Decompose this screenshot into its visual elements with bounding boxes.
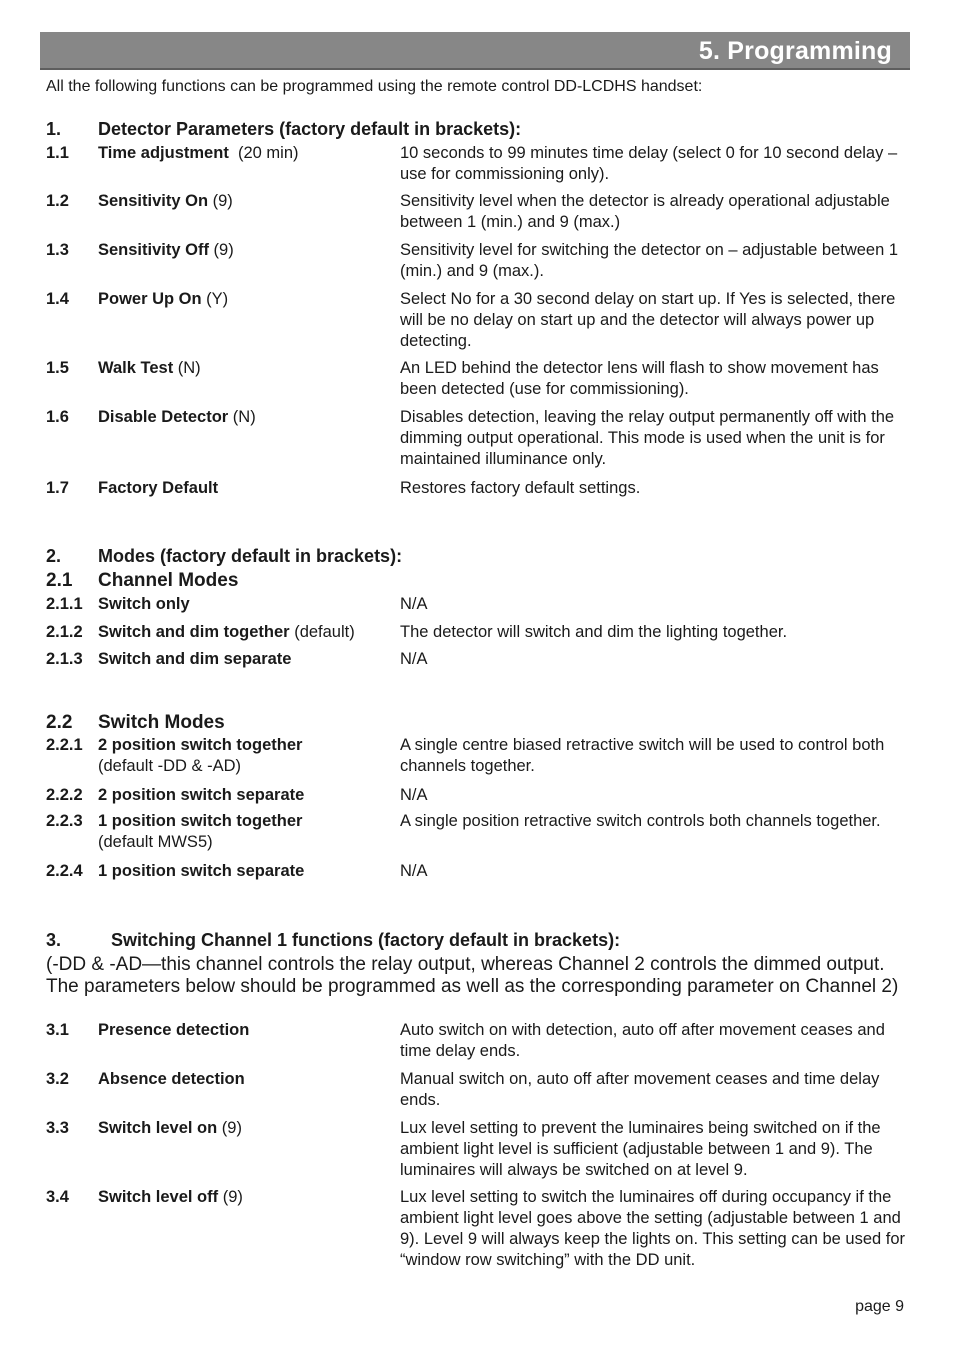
item-number: 1.4	[46, 290, 69, 308]
item-label: Factory Default	[98, 479, 219, 497]
item-label: Sensitivity On (9)	[98, 192, 233, 210]
item-number: 3.2	[46, 1070, 69, 1088]
item-description: Lux level setting to prevent the luminaires being switched on if the ambient light level is sufficient (adjustable between 1 and 9). The luminaires will always be switched on at level 9.	[400, 1119, 881, 1179]
item-label: Presence detection	[98, 1021, 250, 1039]
item-number: 1.5	[46, 359, 69, 377]
item-label: Disable Detector (N)	[98, 408, 256, 426]
section1-number: 1.	[46, 119, 62, 139]
subsection-number: 2.1	[46, 570, 73, 591]
item-number: 1.7	[46, 479, 69, 497]
item-label: 2 position switch separate	[98, 786, 305, 804]
item-description: N/A	[400, 786, 428, 804]
item-description: The detector will switch and dim the lighting together.	[400, 623, 788, 641]
item-number: 1.1	[46, 144, 69, 162]
item-number: 3.4	[46, 1188, 69, 1206]
section2-title: Modes (factory default in brackets):	[98, 546, 403, 566]
item-label: 1 position switch together (default MWS5)	[98, 812, 303, 851]
section3-number: 3.	[46, 930, 62, 950]
item-label: Absence detection	[98, 1070, 245, 1088]
item-description: Sensitivity level for switching the detector on – adjustable between 1 (min.) and 9 (max.).	[400, 241, 899, 280]
item-description: Select No for a 30 second delay on start up. If Yes is selected, there will be no delay on start up and the detector will always power up detecting.	[400, 290, 896, 350]
item-label: 1 position switch separate	[98, 862, 305, 880]
item-label: 2 position switch together (default -DD & -AD)	[98, 736, 303, 775]
section3-title: Switching Channel 1 functions (factory default in brackets):	[111, 930, 621, 950]
item-description: Disables detection, leaving the relay output permanently off with the dimming output operational. This mode is used when the unit is for maintained illuminance only.	[400, 408, 895, 468]
item-number: 2.2.2	[46, 786, 83, 804]
subsection-title: Switch Modes	[98, 712, 225, 733]
item-number: 2.1.3	[46, 650, 83, 668]
item-label: Time adjustment (20 min)	[98, 144, 299, 162]
section-header-bar	[40, 32, 910, 70]
item-description: A single position retractive switch controls both channels together.	[400, 812, 881, 830]
item-description: N/A	[400, 595, 428, 613]
item-description: An LED behind the detector lens will flash to show movement has been detected (use for commissioning).	[400, 359, 879, 398]
item-label: Walk Test (N)	[98, 359, 201, 377]
item-number: 2.2.4	[46, 862, 83, 880]
item-description: Manual switch on, auto off after movement ceases and time delay ends.	[400, 1070, 880, 1109]
subsection-number: 2.2	[46, 712, 73, 733]
item-label: Switch and dim together (default)	[98, 623, 355, 641]
intro-text: All the following functions can be programmed using the remote control DD-LCDHS handset:	[46, 78, 703, 95]
item-number: 2.2.3	[46, 812, 83, 830]
item-description: 10 seconds to 99 minutes time delay (select 0 for 10 second delay – use for commissioning only).	[400, 144, 898, 183]
item-description: N/A	[400, 862, 428, 880]
item-label: Switch only	[98, 595, 190, 613]
item-number: 2.1.2	[46, 623, 83, 641]
item-description: Sensitivity level when the detector is already operational adjustable between 1 (min.) and 9 (max.)	[400, 192, 890, 231]
item-label: Sensitivity Off (9)	[98, 241, 234, 259]
item-number: 3.1	[46, 1021, 69, 1039]
item-number: 1.6	[46, 408, 69, 426]
item-label: Switch and dim separate	[98, 650, 292, 668]
subsection-title: Channel Modes	[98, 570, 239, 591]
item-label: Switch level on (9)	[98, 1119, 242, 1137]
section3-paragraph: (-DD & -AD—this channel controls the relay output, whereas Channel 2 controls the dimmed output. The parameters below should be programmed as well as the corresponding parameter on Channel 2)	[46, 954, 899, 997]
item-number: 1.3	[46, 241, 69, 259]
item-description: A single centre biased retractive switch will be used to control both channels together.	[400, 736, 885, 775]
item-number: 3.3	[46, 1119, 69, 1137]
item-label: Power Up On (Y)	[98, 290, 229, 308]
page-number: page 9	[855, 1298, 904, 1315]
item-description: Lux level setting to switch the luminaires off during occupancy if the ambient light level goes above the setting (adjustable between 1 and 9). Level 9 will always keep the lights on. This setting can be used for “window row switching” with the DD unit.	[400, 1188, 906, 1269]
item-description: Auto switch on with detection, auto off after movement ceases and time delay ends.	[400, 1021, 885, 1060]
page-title: 5. Programming	[698, 37, 892, 65]
item-description: N/A	[400, 650, 428, 668]
item-label: Switch level off (9)	[98, 1188, 243, 1206]
section1-title: Detector Parameters (factory default in brackets):	[98, 119, 522, 139]
item-number: 1.2	[46, 192, 69, 210]
item-number: 2.1.1	[46, 595, 83, 613]
item-description: Restores factory default settings.	[400, 479, 641, 497]
item-number: 2.2.1	[46, 736, 83, 754]
section2-number: 2.	[46, 546, 62, 566]
